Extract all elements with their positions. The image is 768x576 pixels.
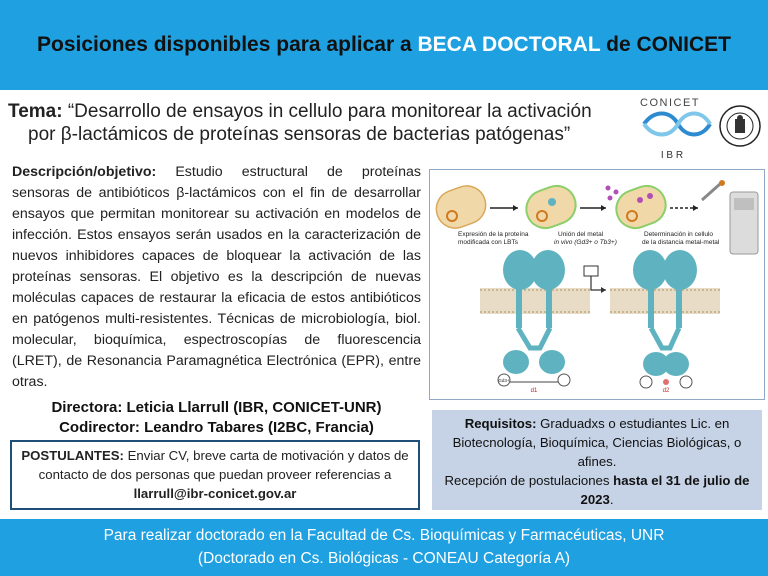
contact-email-link[interactable]: llarrull@ibr-conicet.gov.ar bbox=[133, 486, 297, 501]
description-label: Descripción/objetivo: bbox=[12, 164, 157, 180]
requirements-label: Requisitos: bbox=[464, 416, 537, 431]
applicants-text: Enviar CV, breve carta de motivación y datos de contacto de dos personas que puedan proveer referencias a bbox=[38, 448, 409, 482]
ibr-logo-text: I B R bbox=[660, 150, 684, 161]
bacterium-3-icon bbox=[611, 181, 671, 234]
step-3-line-1: Determinación in cellulo bbox=[644, 231, 714, 238]
mechanism-figure bbox=[429, 169, 765, 400]
footer-banner bbox=[0, 519, 768, 576]
supervisors bbox=[12, 398, 421, 438]
requirements-box bbox=[432, 410, 762, 510]
title-suffix: de CONICET bbox=[606, 33, 731, 56]
membrane-right bbox=[610, 288, 720, 314]
applicants-box bbox=[10, 440, 420, 510]
deadline-prefix: Recepción de postulaciones bbox=[444, 473, 610, 488]
deadline-suffix: . bbox=[609, 492, 614, 507]
phosphate-icon bbox=[663, 379, 669, 385]
step-2-line-2: in vivo (Gd3+ o Tb3+) bbox=[554, 239, 617, 246]
bacterium-2-icon bbox=[521, 181, 581, 234]
directora: Directora: Leticia Llarrull (IBR, CONICET-UNR) bbox=[51, 399, 382, 416]
distance-d2-label: d2 bbox=[662, 388, 670, 394]
deadline-date: hasta el 31 de julio de 2023 bbox=[580, 473, 750, 507]
university-seal-icon bbox=[720, 106, 760, 146]
conicet-infinity-logo bbox=[644, 114, 710, 135]
conicet-logo-text: CONICET bbox=[640, 97, 700, 109]
title-prefix: Posiciones disponibles para aplicar a bbox=[37, 33, 412, 56]
requirements-text: Graduadxs o estudiantes Lic. en Biotecnología, Bioquímica, Ciencias Biológicas, o afines. bbox=[452, 416, 742, 469]
title-highlight: BECA DOCTORAL bbox=[417, 33, 601, 56]
mechanism-diagram bbox=[430, 170, 764, 399]
distance-d1-label: d1 bbox=[530, 388, 538, 394]
spectrometer-icon bbox=[730, 192, 758, 254]
page-title bbox=[0, 33, 768, 57]
step-1-line-1: Expresión de la proteína bbox=[458, 231, 529, 238]
membrane-left bbox=[480, 288, 590, 314]
bacterium-1-icon bbox=[431, 181, 491, 234]
step-3-line-2: de la distancia metal-metal bbox=[642, 239, 720, 246]
topic bbox=[8, 100, 628, 146]
codirector: Codirector: Leandro Tabares (I2BC, Francia) bbox=[59, 419, 374, 436]
gd-label-left: Gd3+ bbox=[498, 378, 510, 383]
pipette-icon bbox=[702, 180, 725, 200]
description-text: Estudio estructural de proteínas sensoras de antibióticos β-lactámicos con el fin de desarrollar ensayos que permitan monitorear su activación en modelos de infección. Estos ensayos serán usados en la caracterización de nuevos inhibidores capaces de bloquear la activación de las proteínas sensoras. El objetivo es la descripción de nuevas moléculas capaces de restaurar la eficacia de estos antibióticos en patógenos multi-resistentes. Técnicas de microbiología, biol. molecular, bioquímica, espectroscopías de fluorescencia (LRET), de Resonancia Paramagnética Electrónica (EPR), entre otras. bbox=[12, 164, 421, 390]
topic-line-1: “Desarrollo de ensayos in cellulo para monitorear la activación bbox=[67, 101, 592, 122]
applicants-label: POSTULANTES: bbox=[21, 448, 124, 463]
description bbox=[12, 162, 421, 393]
step-1-line-2: modificada con LBTs bbox=[458, 239, 518, 246]
metal-ions-icon bbox=[606, 186, 619, 201]
topic-label: Tema: bbox=[8, 101, 63, 122]
step-2-line-1: Unión del metal bbox=[558, 231, 604, 238]
topic-line-2: por β-lactámicos de proteínas sensoras de bacterias patógenas” bbox=[28, 124, 571, 145]
institution-logos bbox=[636, 96, 762, 166]
footer-line-1: Para realizar doctorado en la Facultad de Cs. Bioquímicas y Farmacéuticas, UNR bbox=[103, 527, 665, 544]
footer-line-2: (Doctorado en Cs. Biológicas - CONEAU Categoría A) bbox=[197, 550, 571, 567]
